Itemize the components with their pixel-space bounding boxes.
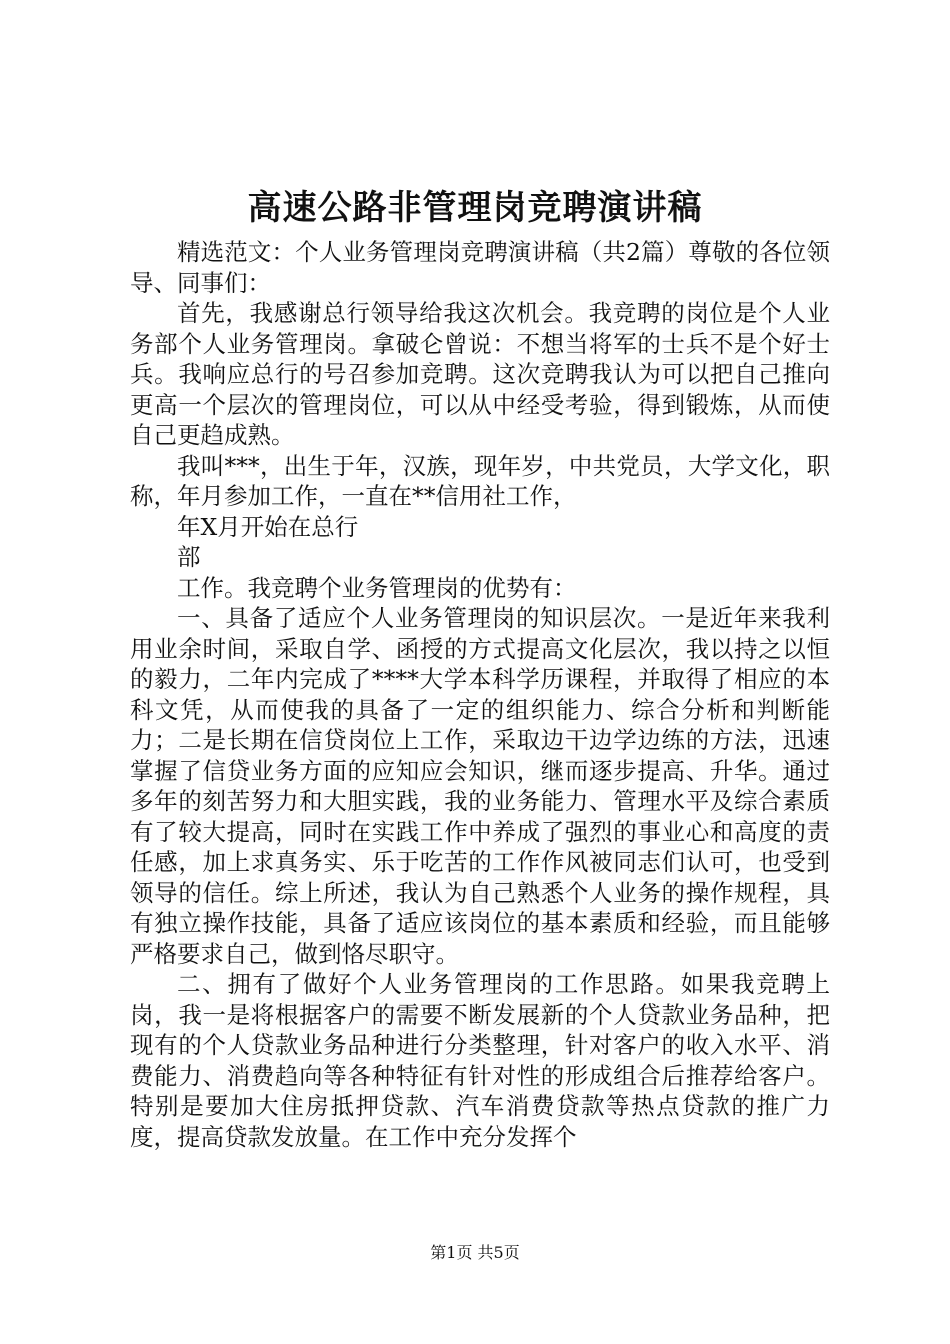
paragraph-intro: 精选范文：个人业务管理岗竞聘演讲稿（共2篇）尊敬的各位领导、同事们： (130, 238, 830, 297)
paragraph-advantage-one: 一、具备了适应个人业务管理岗的知识层次。一是近年来我利用业余时间，采取自学、函授的方式提高文化层次，我以持之以恒的毅力，二年内完成了****大学本科学历课程，并取得了相应的本科文凭，从而使我的具备了一定的组织能力、综合分析和判断能力；二是长期在信贷岗位上工作，采取边干边学边练的方法，迅速掌握了信贷业务方面的应知应会知识，继而逐步提高、升华。通过多年的刻苦努力和大胆实践，我的业务能力、管理水平及综合素质有了较大提高，同时在实践工作中养成了强烈的事业心和高度的责任感，加上求真务实、乐于吃苦的工作作风被同志们认可，也受到领导的信任。综上所述，我认为自己熟悉个人业务的操作规程，具有独立操作技能，具备了适应该岗位的基本素质和经验，而且能够严格要求自己，做到恪尽职守。 (130, 604, 830, 968)
document-title: 高速公路非管理岗竞聘演讲稿 (247, 188, 703, 228)
paragraph-gratitude: 首先，我感谢总行领导给我这次机会。我竞聘的岗位是个人业务部个人业务管理岗。拿破仑曾说：不想当将军的士兵不是个好士兵。我响应总行的号召参加竞聘。这次竞聘我认为可以把自己推向更高一个层次的管理岗位，可以从中经受考验，得到锻炼，从而使自己更趋成熟。 (130, 299, 830, 449)
paragraph-start-date: 年X月开始在总行 (177, 512, 359, 541)
document-body (130, 237, 830, 1152)
page-footer: 第1页 共5页 (430, 1243, 520, 1262)
paragraph-advantages-lead: 工作。我竞聘个业务管理岗的优势有： (177, 573, 577, 602)
paragraph-self-intro: 我叫***，出生于年，汉族，现年岁，中共党员，大学文化，职称，年月参加工作，一直在**信用社工作， (130, 451, 830, 510)
paragraph-advantage-two: 二、拥有了做好个人业务管理岗的工作思路。如果我竞聘上岗，我一是将根据客户的需要不断发展新的个人贷款业务品种，把现有的个人贷款业务品种进行分类整理，针对客户的收入水平、消费能力、消费趋向等各种特征有针对性的形成组合后推荐给客户。特别是要加大住房抵押贷款、汽车消费贷款等热点贷款的推广力度，提高贷款发放量。在工作中充分发挥个 (130, 970, 830, 1151)
paragraph-department: 部 (177, 543, 201, 571)
